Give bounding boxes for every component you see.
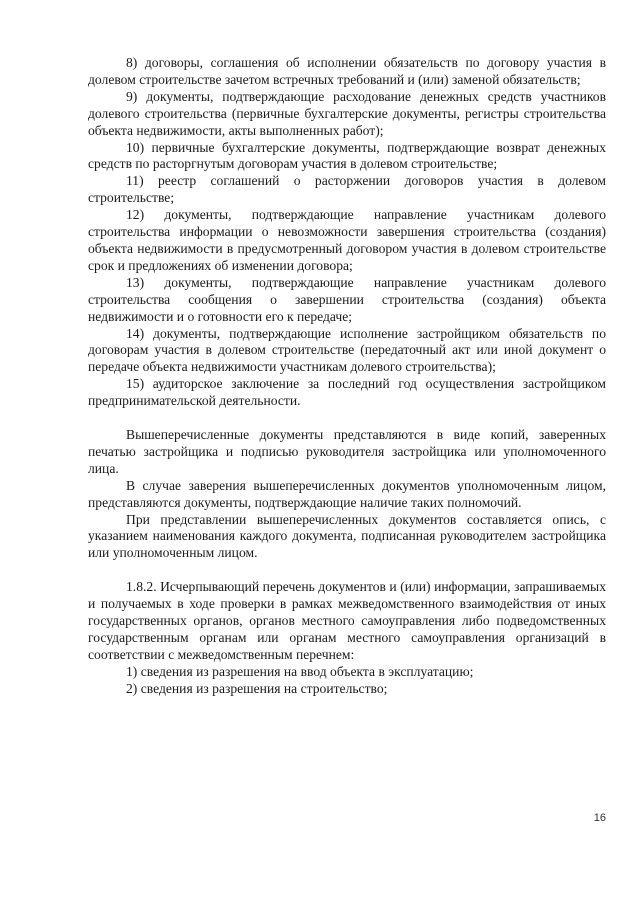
section-1-8-2	[88, 579, 606, 697]
page-number: 16	[593, 812, 606, 824]
list-item: 2) сведения из разрешения на строительство;	[126, 680, 388, 696]
section-intro: 1.8.2. Исчерпывающий перечень документов и (или) информации, запрашиваемых и получаемых в ходе проверки в рамках межведомственного взаимодействия от иных государственных органов, органов местного самоуправления либо подведомственных государственным органам или органам местного самоуправления организаций в соответствии с межведомственным перечнем:	[88, 579, 606, 662]
note-paragraph: В случае заверения вышеперечисленных документов уполномоченным лицом, представляются документы, подтверждающие наличие таких полномочий.	[88, 477, 606, 510]
list-item: 8) договоры, соглашения об исполнении обязательств по договору участия в долевом строительстве зачетом встречных требований и (или) заменой обязательств;	[88, 55, 606, 87]
list-item: 13) документы, подтверждающие направление участникам долевого строительства сообщения о завершении строительства (создания) объекта недвижимости и о готовности его к передаче;	[88, 274, 606, 324]
list-item: 9) документы, подтверждающие расходование денежных средств участников долевого строительства (первичные бухгалтерские документы, регистры строительства объекта недвижимости, акты выполненных работ);	[88, 88, 606, 138]
note-paragraph: При представлении вышеперечисленных документов составляется опись, с указанием наименования каждого документа, подписанная руководителем застройщика или уполномоченным лицом.	[88, 511, 606, 561]
spacer	[88, 562, 606, 579]
list-item: 10) первичные бухгалтерские документы, подтверждающие возврат денежных средств по расторгнутым договорам участия в долевом строительстве;	[88, 139, 606, 172]
list-item: 11) реестр соглашений о расторжении договоров участия в долевом строительстве;	[88, 173, 606, 206]
document-list	[88, 55, 606, 410]
list-item: 1) сведения из разрешения на ввод объекта в эксплуатацию;	[126, 663, 474, 679]
spacer	[88, 410, 606, 427]
list-item: 14) документы, подтверждающие исполнение застройщиком обязательств по договорам участия в долевом строительстве (передаточный акт или иной документ о передаче объекта недвижимости участникам долевого строительства);	[88, 325, 606, 375]
list-item: 15) аудиторское заключение за последний год осуществления застройщиком предпринимательской деятельности.	[88, 376, 606, 409]
list-item: 12) документы, подтверждающие направление участникам долевого строительства информации о невозможности завершения строительства (создания) объекта недвижимости в предусмотренный договором участия в долевом строительстве срок и предложениях об изменении договора;	[88, 207, 606, 273]
note-paragraph: Вышеперечисленные документы представляются в виде копий, заверенных печатью застройщика и подписью руководителя застройщика или уполномоченного лица.	[88, 427, 606, 476]
document-page	[88, 55, 606, 698]
notes-block	[88, 427, 606, 562]
